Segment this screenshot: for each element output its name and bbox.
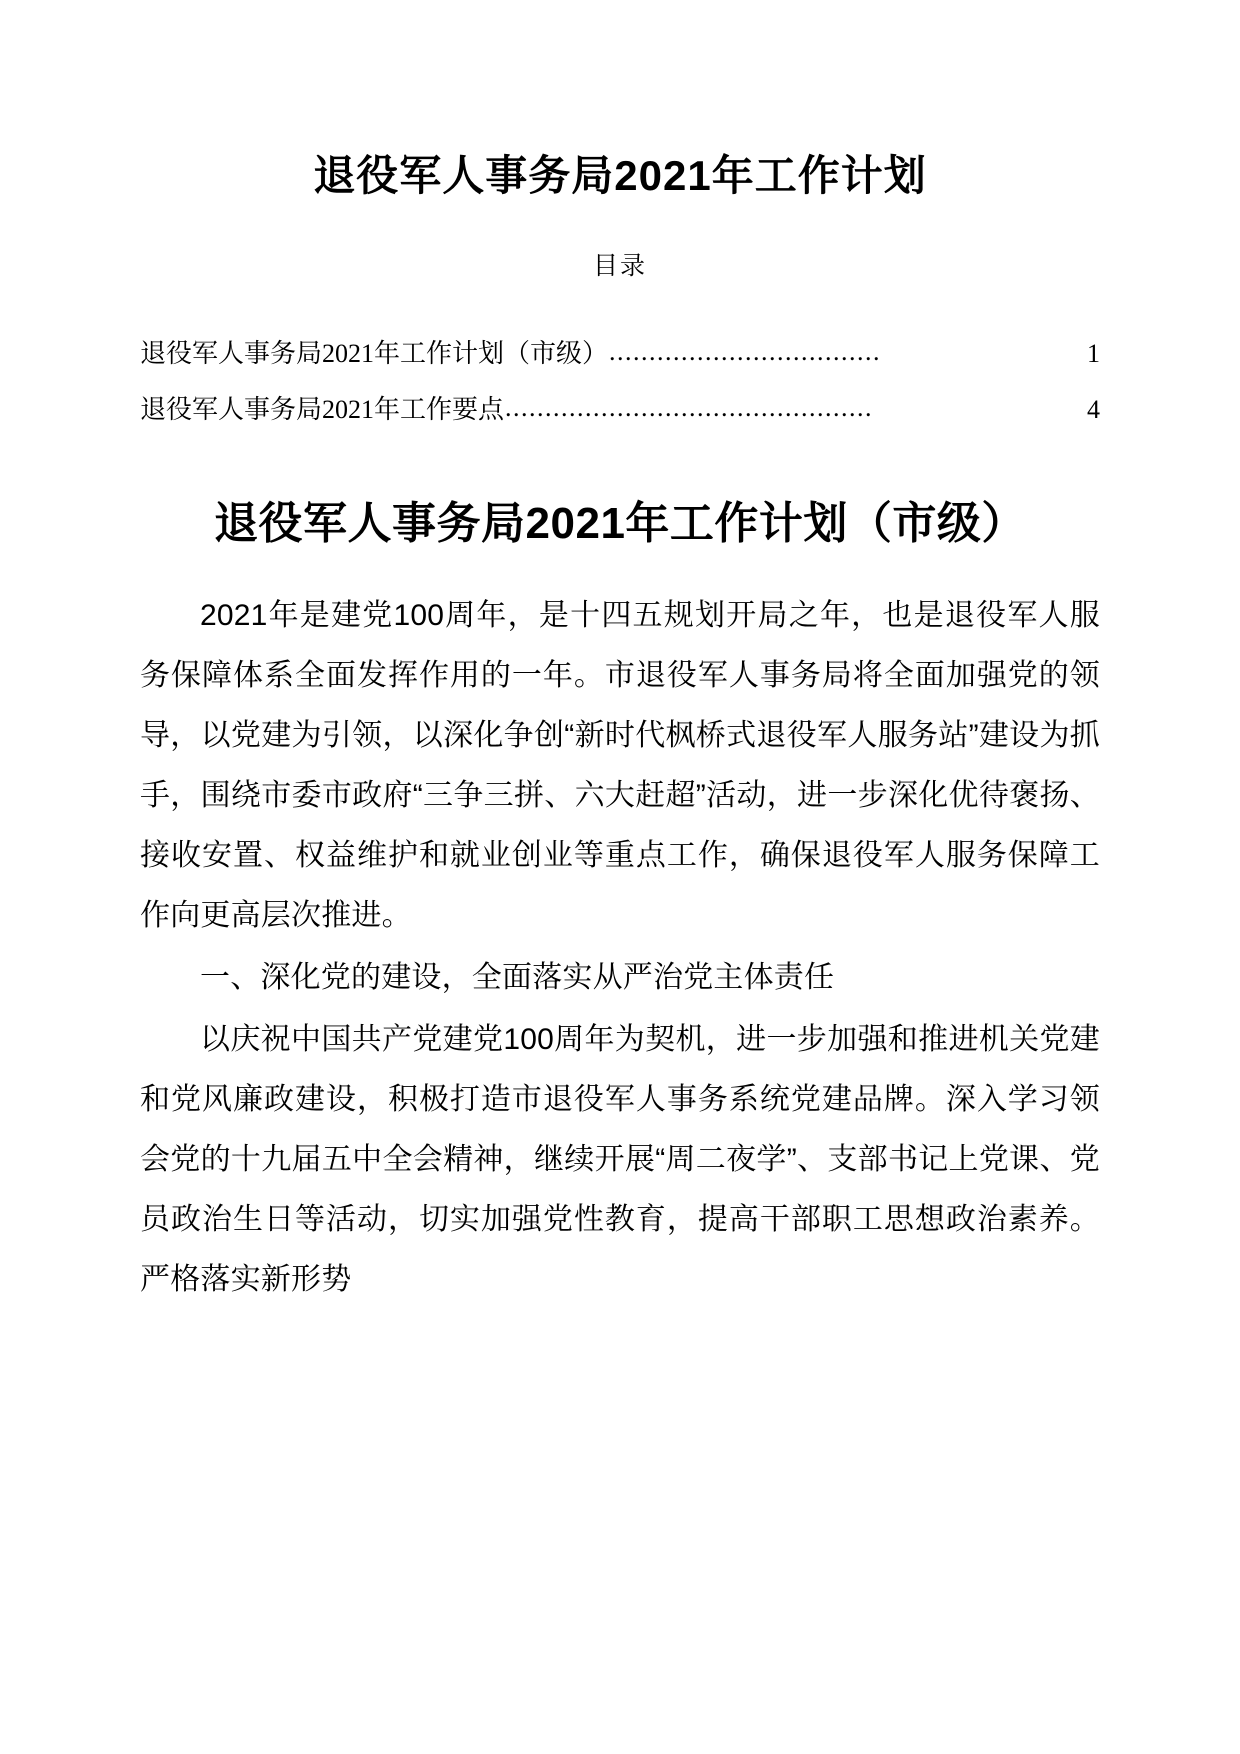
body-paragraph: 以庆祝中国共产党建党100周年为契机，进一步加强和推进机关党建和党风廉政建设，积极打造市退役军人事务系统党建品牌。深入学习领会党的十九届五中全会精神，继续开展“周二夜学”、支部书记上党课、党员政治生日等活动，切实加强党性教育，提高干部职工思想政治素养。严格落实新形势: [140, 1023, 1100, 1297]
toc-entry-label: 退役军人事务局2021年工作计划（市级）: [140, 339, 609, 368]
toc-leader-dots: ..............................................: [505, 395, 874, 421]
toc-list: [140, 341, 1100, 423]
toc-entry[interactable]: [140, 397, 1100, 423]
document-title: 退役军人事务局2021年工作计划: [313, 152, 927, 199]
toc-entry-page-number: 4: [1087, 395, 1100, 424]
section-heading: 退役军人事务局2021年工作计划（市级）: [214, 499, 1026, 548]
body-paragraph-subheading: 一、深化党的建设，全面落实从严治党主体责任: [200, 961, 835, 995]
toc-entry-label: 退役军人事务局2021年工作要点: [140, 395, 505, 424]
table-of-contents: [140, 251, 1100, 424]
body-paragraph: 2021年是建党100周年，是十四五规划开局之年，也是退役军人服务保障体系全面发挥作用的一年。市退役军人事务局将全面加强党的领导，以党建为引领，以深化争创“新时代枫桥式退役军人服务站”建设为抓手，围绕市委市政府“三争三拼、六大赶超”活动，进一步深化优待褒扬、接收安置、权益维护和就业创业等重点工作，确保退役军人服务保障工作向更高层次推进。: [140, 599, 1100, 933]
toc-entry[interactable]: [140, 341, 1100, 367]
toc-heading: 目录: [592, 252, 647, 280]
toc-entry-page-number: 1: [1087, 339, 1100, 368]
toc-leader-dots: ..................................: [609, 339, 882, 365]
section-body: [140, 586, 1100, 1310]
